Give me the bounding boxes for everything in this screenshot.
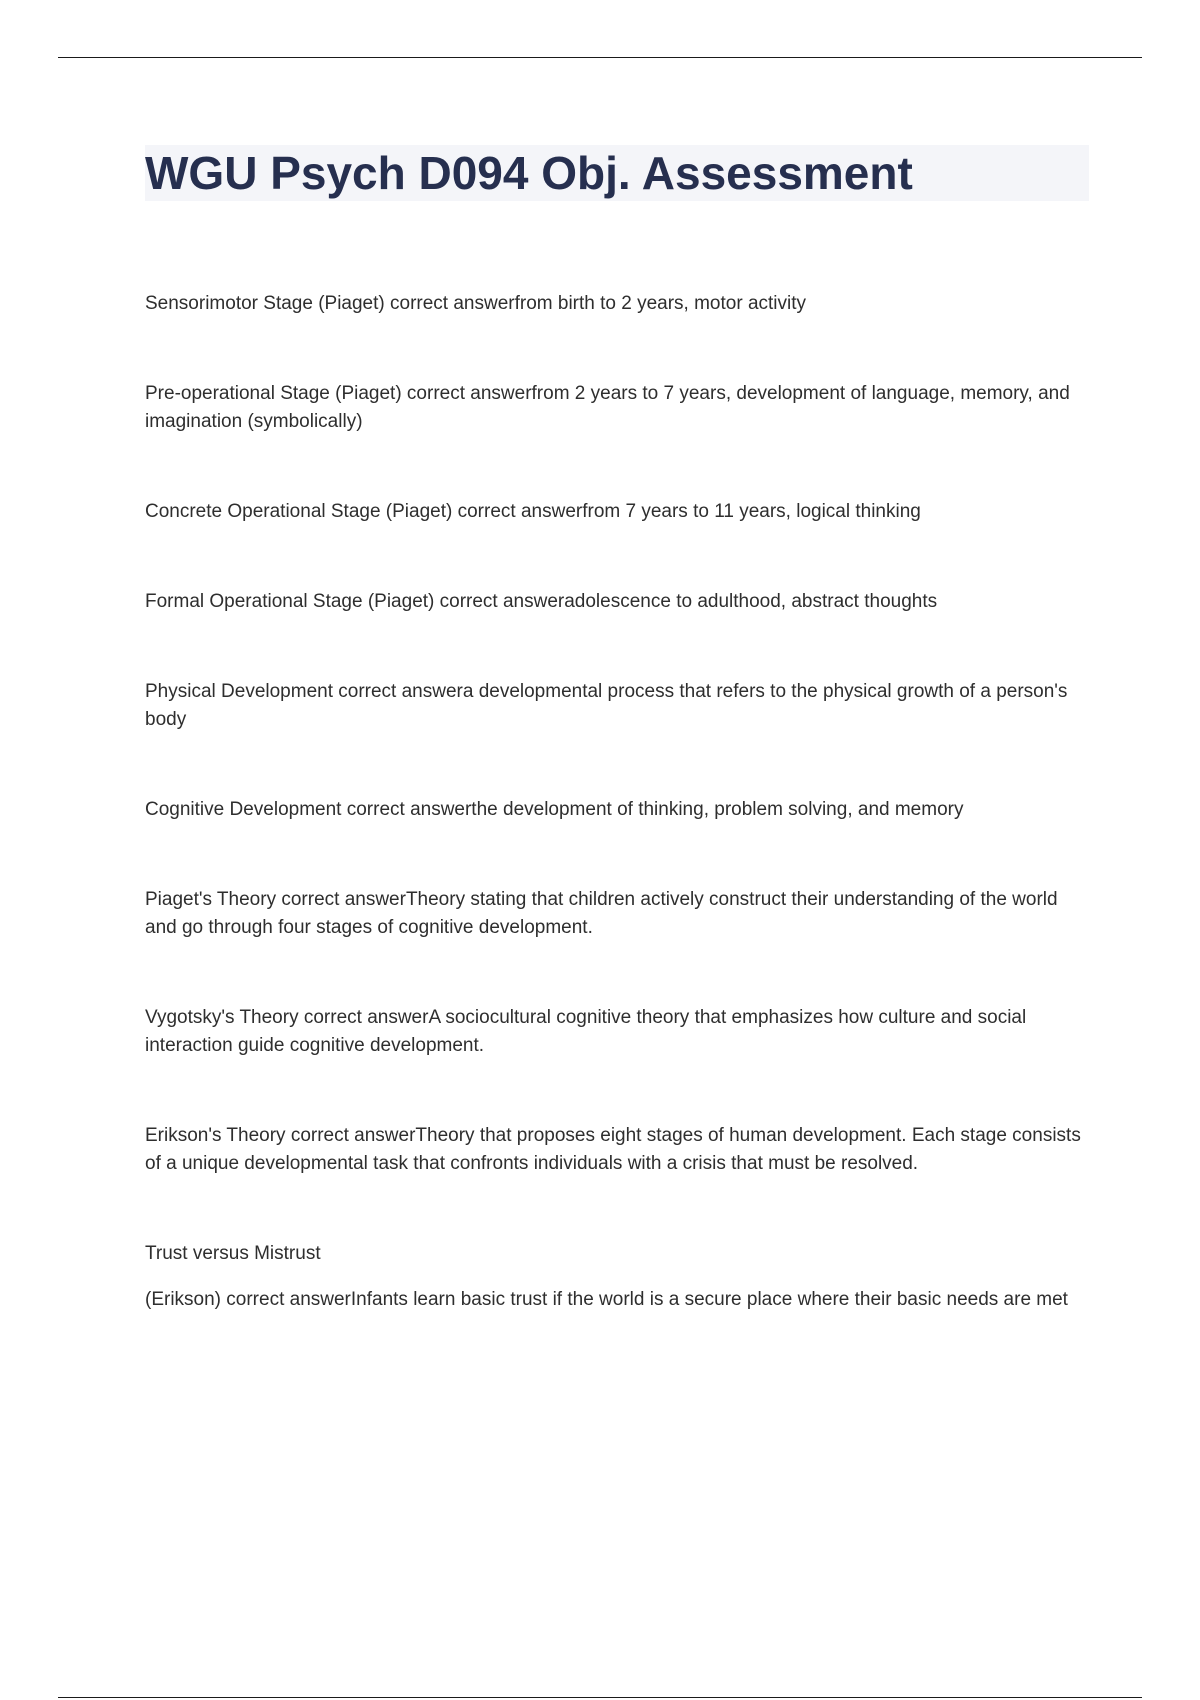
- entry-physical-development: [145, 678, 1085, 734]
- entry-text: Erikson's Theory correct answerTheory that proposes eight stages of human development. Each stage consists of a unique developmental task that confronts individuals with a crisis that must be resolved.: [145, 1125, 1081, 1174]
- entry-text: Piaget's Theory correct answerTheory stating that children actively construct their understanding of the world and go through four stages of cognitive development.: [145, 889, 1058, 938]
- entry-formal-operational-stage: [145, 588, 1085, 616]
- entry-text: Physical Development correct answera developmental process that refers to the physical growth of a person's body: [145, 681, 1068, 730]
- entry-text: Trust versus Mistrust: [145, 1243, 321, 1264]
- entry-sensorimotor-stage: [145, 290, 1085, 318]
- entry-trust-versus-mistrust: [145, 1240, 1085, 1314]
- entry-piagets-theory: [145, 886, 1085, 942]
- entry-preoperational-stage: [145, 380, 1085, 436]
- entry-text: Pre-operational Stage (Piaget) correct answerfrom 2 years to 7 years, development of language, memory, and imagination (symbolically): [145, 383, 1070, 432]
- entry-text: Cognitive Development correct answerthe development of thinking, problem solving, and memory: [145, 799, 964, 820]
- entries-list: [145, 290, 1085, 1376]
- entry-text: Concrete Operational Stage (Piaget) correct answerfrom 7 years to 11 years, logical thinking: [145, 501, 921, 522]
- entry-text: Formal Operational Stage (Piaget) correct answeradolescence to adulthood, abstract thoughts: [145, 591, 938, 612]
- entry-text: Vygotsky's Theory correct answerA sociocultural cognitive theory that emphasizes how culture and social interaction guide cognitive development.: [145, 1007, 1027, 1056]
- entry-vygotskys-theory: [145, 1004, 1085, 1060]
- entry-eriksons-theory: [145, 1122, 1085, 1178]
- entry-concrete-operational-stage: [145, 498, 1085, 526]
- top-rule: [58, 57, 1142, 58]
- bottom-rule: [58, 1697, 1142, 1698]
- document-title: WGU Psych D094 Obj. Assessment: [145, 147, 913, 199]
- entry-continuation: (Erikson) correct answerInfants learn basic trust if the world is a secure place where their basic needs are met: [145, 1289, 1068, 1310]
- entry-text: Sensorimotor Stage (Piaget) correct answerfrom birth to 2 years, motor activity: [145, 293, 807, 314]
- entry-cognitive-development: [145, 796, 1085, 824]
